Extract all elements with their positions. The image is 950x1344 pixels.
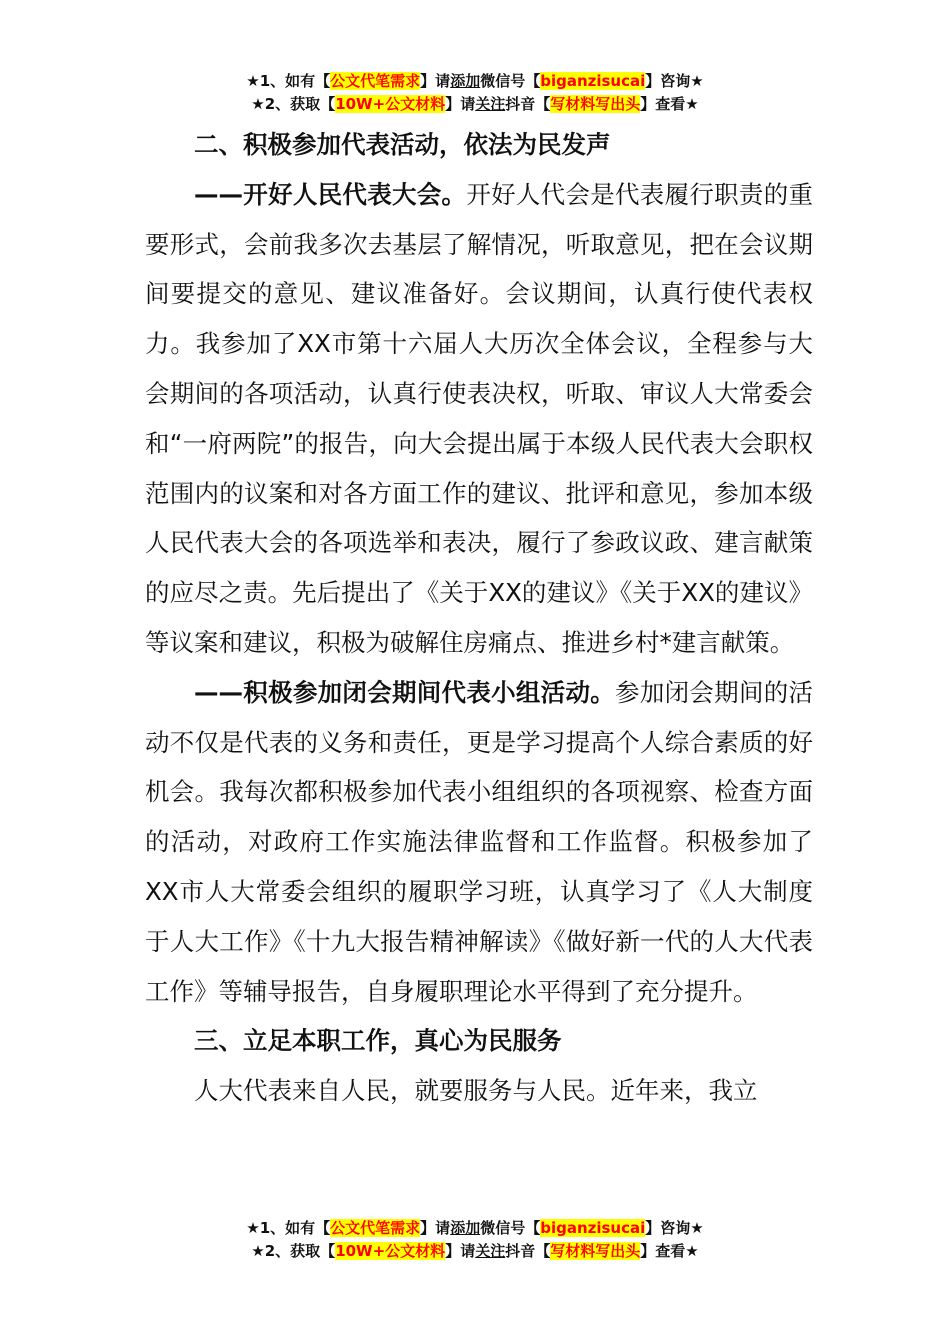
promo-text: ★2、获取【 [251, 95, 336, 113]
paragraph-serve-people: 人大代表来自人民，就要服务与人民。近年来，我立 [194, 1076, 758, 1106]
promo-text: 微信号【 [480, 1219, 541, 1237]
promo-underline: 添加 [450, 72, 481, 90]
promo-line-2 [0, 93, 950, 116]
promo-text: ★1、如有【 [246, 1219, 331, 1237]
promo-highlight: 10W+公文材料 [335, 1242, 446, 1260]
promo-text: 抖音【 [505, 1242, 551, 1260]
promo-text: ★1、如有【 [246, 72, 331, 90]
promo-text: 】咨询★ [645, 72, 704, 90]
promo-underline: 关注 [475, 95, 506, 113]
douyin-id-highlight: 写材料写出头 [550, 1242, 641, 1260]
promo-text: 】咨询★ [645, 1219, 704, 1237]
promo-text: 】请 [420, 1219, 451, 1237]
douyin-id-highlight: 写材料写出头 [550, 95, 641, 113]
promo-text: 抖音【 [505, 95, 551, 113]
paragraph-lead: ——积极参加闭会期间代表小组活动。 [194, 677, 616, 707]
promo-banner-top [0, 70, 950, 116]
paragraph-group-activities [145, 668, 813, 1017]
section-heading-3: 三、立足本职工作，真心为民服务 [194, 1026, 562, 1056]
promo-text: 】查看★ [640, 95, 699, 113]
paragraph-text: 开好人代会是代表履行职责的重要形式，会前我多次去基层了解情况，听取意见，把在会议期间要提交的意见、建议准备好。会议期间，认真行使代表权力。我参加了XX市第十六届人大历次全体会议，全程参与大会期间的各项活动，认真行使表决权，听取、审议人大常委会和“一府两院”的报告，向大会提出属于本级人民代表大会职权范围内的议案和对各方面工作的建议、批评和意见，参加本级人民代表大会的各项选举和表决，履行了参政议政、建言献策的应尽之责。先后提出了《关于XX的建议》《关于XX的建议》等议案和建议，积极为破解住房痛点、推进乡村*建言献策。 [145, 179, 814, 657]
paragraph-lead: ——开好人民代表大会。 [194, 179, 467, 209]
promo-highlight: 公文代笔需求 [330, 72, 421, 90]
wechat-id-highlight: biganzisucai [540, 72, 646, 90]
promo-text: 】请 [445, 1242, 476, 1260]
promo-text: 】请 [420, 72, 451, 90]
promo-text: 】查看★ [640, 1242, 699, 1260]
promo-underline: 关注 [475, 1242, 506, 1260]
paragraph-people-congress [145, 170, 813, 668]
paragraph-text: 参加闭会期间的活动不仅是代表的义务和责任，更是学习提高个人综合素质的好机会。我每次都积极参加代表小组组织的各项视察、检查方面的活动，对政府工作实施法律监督和工作监督。积极参加了XX市人大常委会组织的履职学习班，认真学习了《人大制度于人大工作》《十九大报告精神解读》《做好新一代的人大代表工作》等辅导报告，自身履职理论水平得到了充分提升。 [145, 677, 814, 1006]
promo-text: 微信号【 [480, 72, 541, 90]
promo-text: 】请 [445, 95, 476, 113]
wechat-id-highlight: biganzisucai [540, 1219, 646, 1237]
promo-banner-bottom [0, 1217, 950, 1263]
section-heading-2: 二、积极参加代表活动，依法为民发声 [194, 130, 611, 159]
promo-highlight: 10W+公文材料 [335, 95, 446, 113]
document-body [145, 120, 813, 1116]
promo-line-1 [0, 1217, 950, 1240]
promo-line-1 [0, 70, 950, 93]
promo-text: ★2、获取【 [251, 1242, 336, 1260]
promo-line-2 [0, 1240, 950, 1263]
promo-underline: 添加 [450, 1219, 481, 1237]
promo-highlight: 公文代笔需求 [330, 1219, 421, 1237]
